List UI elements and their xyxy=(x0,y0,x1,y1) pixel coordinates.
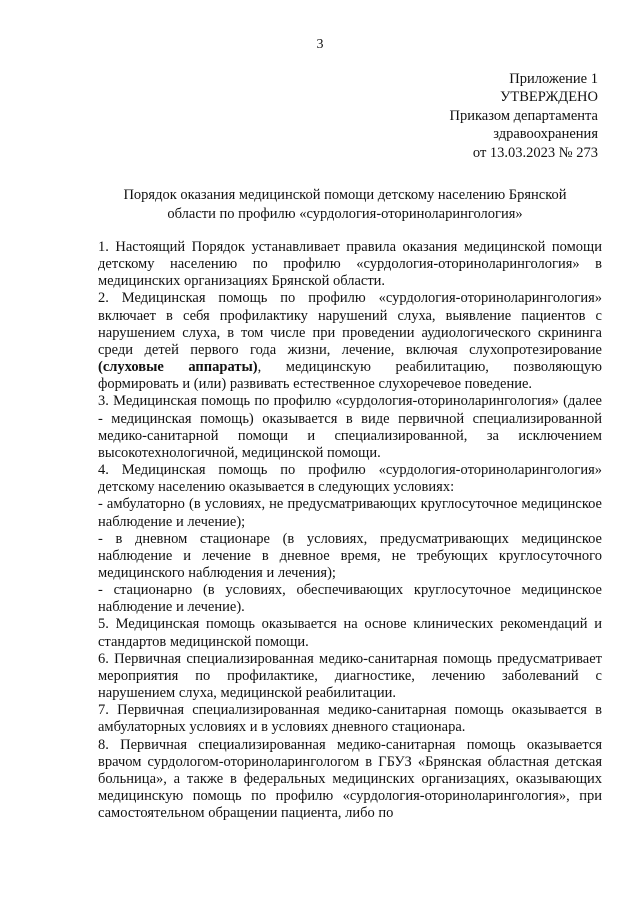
title-line-1: Порядок оказания медицинской помощи детскому населению Брянской xyxy=(123,187,567,203)
order-date-number: от 13.03.2023 № 273 xyxy=(472,144,598,161)
appendix-label: Приложение 1 xyxy=(509,71,598,87)
paragraph-2-text-end: , медицинскую реабилитацию, позволяющую формировать и (или) развивать естественное слухоречевое поведение. xyxy=(98,359,602,393)
paragraph-2 xyxy=(98,290,602,393)
paragraph-2-bold: (слуховые аппараты) xyxy=(98,359,258,376)
page-number: 3 xyxy=(316,37,324,52)
document-body xyxy=(98,239,602,822)
paragraph-7: 7. Первичная специализированная медико-санитарная помощь оказывается в амбулаторных условиях и в условиях дневного стационара. xyxy=(98,702,602,736)
approved-label: УТВЕРЖДЕНО xyxy=(500,89,598,106)
paragraph-2-text: 2. Медицинская помощь по профилю «сурдология-оториноларингология» включает в себя профилактику нарушений слуха, выявление пациентов с нарушением слуха, в том числе при проведении аудиологического скрининга среди детей первого года жизни, лечение, включая слухопротезирование xyxy=(98,290,602,358)
title-line-2: области по профилю «сурдология-оториноларингология» xyxy=(167,205,523,222)
list-item-inpatient: - стационарно (в условиях, обеспечивающих круглосуточное медицинское наблюдение и лечение). xyxy=(98,582,602,616)
list-item-outpatient: - амбулаторно (в условиях, не предусматривающих круглосуточное медицинское наблюдение и лечение); xyxy=(98,496,602,530)
paragraph-3: 3. Медицинская помощь по профилю «сурдология-оториноларингология» (далее - медицинская помощь) оказывается в виде первичной специализированной медико-санитарной помощи и специализированной, за исключением высокотехнологичной, медицинской помощи. xyxy=(98,393,602,461)
department-label: здравоохранения xyxy=(493,126,598,143)
paragraph-8: 8. Первичная специализированная медико-санитарная помощь оказывается врачом сурдологом-оториноларингологом в ГБУЗ «Брянская областная детская больница», а также в федеральных медицинских организациях, оказывающих медицинскую помощь по профилю «сурдология-оториноларингология», при самостоятельном обращении пациента, либо по xyxy=(98,736,602,822)
paragraph-5: 5. Медицинская помощь оказывается на основе клинических рекомендаций и стандартов медицинской помощи. xyxy=(98,616,602,650)
document-title xyxy=(95,186,595,223)
paragraph-4: 4. Медицинская помощь по профилю «сурдология-оториноларингология» детскому населению оказывается в следующих условиях: xyxy=(98,462,602,496)
paragraph-1: 1. Настоящий Порядок устанавливает правила оказания медицинской помощи детскому населению по профилю «сурдология-оториноларингология» в медицинских организациях Брянской области. xyxy=(98,239,602,290)
order-label: Приказом департамента xyxy=(449,107,598,124)
list-item-day-hospital: - в дневном стационаре (в условиях, предусматривающих медицинское наблюдение и лечение в дневное время, не требующих круглосуточного медицинского наблюдения и лечения); xyxy=(98,530,602,581)
paragraph-6: 6. Первичная специализированная медико-санитарная помощь предусматривает мероприятия по профилактике, диагностике, лечению заболеваний с нарушением слуха, медицинской реабилитации. xyxy=(98,650,602,702)
approval-block xyxy=(450,70,599,162)
